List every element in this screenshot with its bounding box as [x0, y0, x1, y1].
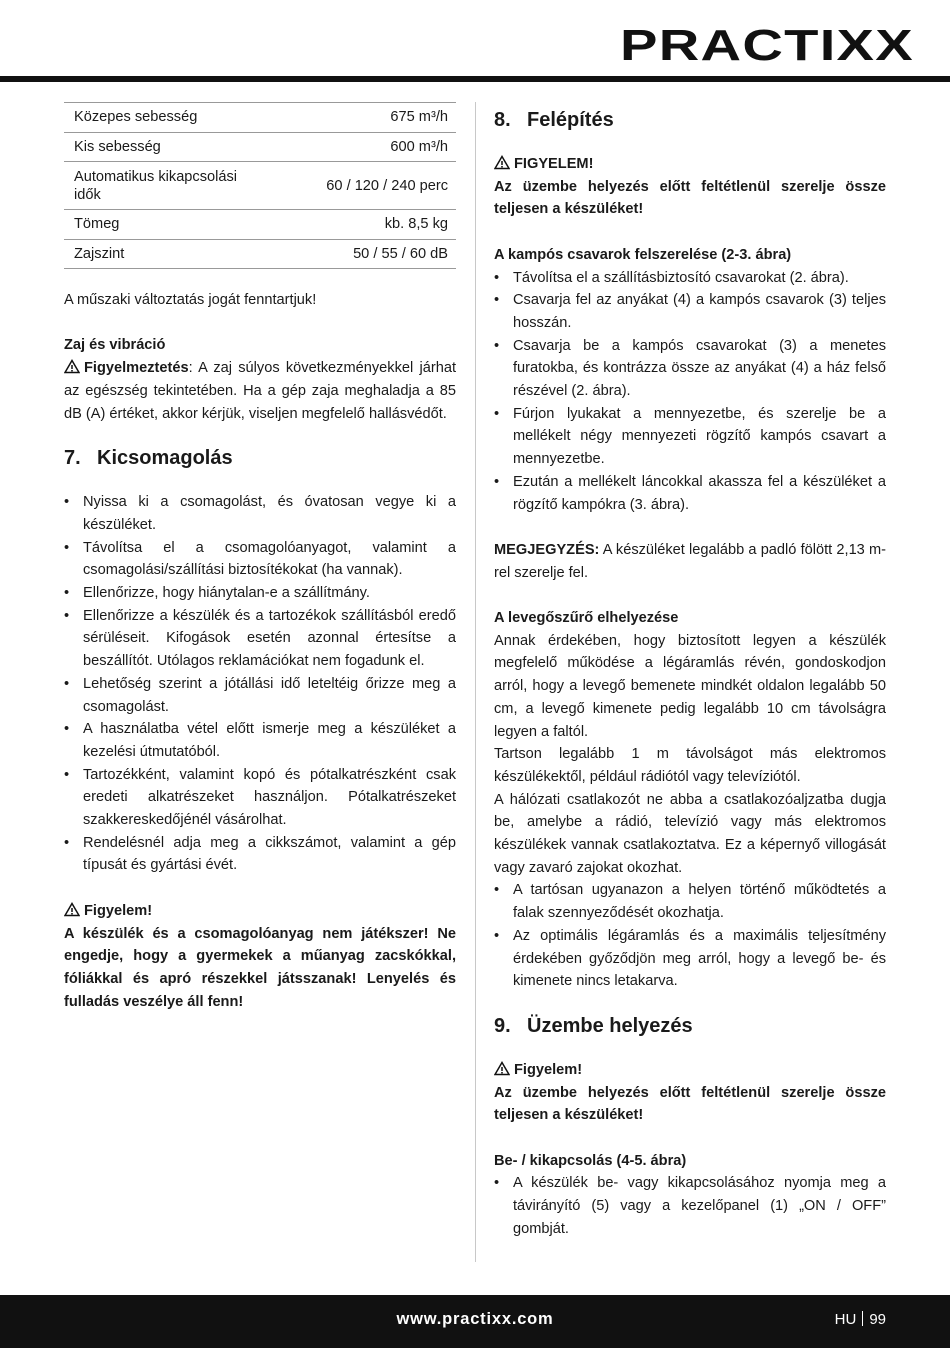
note-label: MEGJEGYZÉS:: [494, 541, 600, 558]
list-item: • A tartósan ugyanazon a helyen történő működtetés a falak szennyeződését okozhatja.: [494, 879, 886, 924]
warning-icon: [64, 902, 80, 917]
filter-paragraph: Annak érdekében, hogy biztosított legyen a készülék megfelelő működése a légáramlás révén, gondoskodjon arról, hogy a levegő bemenete mindkét oldalon legalább 50 cm, a levegő kimenete pedig legalább 10 cm távolságra legyen a faltól.: [494, 632, 886, 740]
section-number: 7.: [64, 447, 81, 470]
filter-list: [494, 879, 886, 993]
spec-value: 60 / 120 / 240 perc: [326, 177, 448, 194]
section-title: Kicsomagolás: [97, 447, 233, 470]
noise-text: : A zaj súlyos következményekkel járhat az egészség tekintetében. Ha a gép zaja meghaladja a 85 dB (A) értéket, akkor kérjük, viseljen megfelelő hallásvédőt.: [64, 360, 456, 422]
list-item: • Nyissa ki a csomagolást, és óvatosan vegye ki a készüléket.: [64, 491, 456, 536]
warning-title: [494, 1059, 886, 1082]
page-indicator: [835, 1309, 886, 1332]
noise-paragraph: [64, 357, 456, 425]
list-item: • Csavarja be a kampós csavarokat (3) a menetes furatokba, és kontrázza össze az anyákat (4) a ház felső részével (2. ábra).: [494, 335, 886, 403]
separator: [862, 1311, 863, 1326]
page-number: 99: [869, 1311, 886, 1328]
section-number: 8.: [494, 109, 511, 131]
table-row: [64, 210, 456, 240]
section-title: Üzembe helyezés: [527, 1014, 693, 1037]
list-item: • Ezután a mellékelt láncokkal akassza fel a készüléket a rögzítő kampókra (3. ábra).: [494, 471, 886, 516]
spec-value: 50 / 55 / 60 dB: [353, 245, 448, 262]
right-column: [494, 102, 886, 1241]
footer-bar: [0, 1295, 950, 1348]
section-9-heading: [494, 1013, 886, 1039]
hooks-list: [494, 267, 886, 517]
practixx-logo: [620, 14, 916, 78]
language-code: HU: [834, 1311, 857, 1328]
warning-title: [494, 153, 886, 176]
note-paragraph: [494, 539, 886, 584]
list-item: • Fúrjon lyukakat a mennyezetbe, és szerelje be a mellékelt négy mennyezeti rögzítő kampós csavart a mennyezetbe.: [494, 403, 886, 471]
logo-wordmark: PRACTIXX: [620, 21, 914, 70]
table-row: [64, 239, 456, 269]
spec-label: Automatikus kikapcsolási idők: [74, 168, 238, 203]
hooks-heading: A kampós csavarok felszerelése (2-3. ábra): [494, 246, 792, 263]
warning-title-text: FIGYELEM!: [514, 156, 594, 172]
list-item: • Ellenőrizze, hogy hiánytalan-e a szállítmány.: [64, 582, 456, 605]
column-divider: [475, 102, 476, 1262]
list-item: • Ellenőrizze a készülék és a tartozékok szállításból eredő sérüléseit. Kifogások esetén azonnal értesítse a beszállítót. Utólagos reklamációkat nem fogadunk el.: [64, 605, 456, 673]
warning-text: Az üzembe helyezés előtt feltétlenül szerelje össze teljesen a készüléket!: [494, 178, 886, 218]
spec-value: kb. 8,5 kg: [384, 216, 448, 233]
filter-paragraph: A hálózati csatlakozót ne abba a csatlakozóaljzatba dugja be, amelybe a rádió, televízió vagy más elektromos készülékek vannak csatlakoztatva. Ez a képernyő villogását vagy zavaró zajokat okozhat.: [494, 791, 886, 876]
list-item: • Távolítsa el a szállításbiztosító csavarokat (2. ábra).: [494, 267, 886, 290]
header-rule: [0, 76, 950, 82]
onoff-list: [494, 1172, 886, 1240]
list-item: • Távolítsa el a csomagolóanyagot, valamint a csomagolási/szállítási biztosítékokat (ha vannak).: [64, 537, 456, 582]
tech-change-note: A műszaki változtatás jogát fenntartjuk!: [64, 292, 317, 308]
table-row: [64, 162, 456, 210]
section-8-heading: [494, 107, 886, 133]
warning-text: Az üzembe helyezés előtt feltétlenül szerelje össze teljesen a készüléket!: [494, 1084, 886, 1124]
list-item: • Rendelésnél adja meg a cikkszámot, valamint a gép típusát és gyártási évét.: [64, 832, 456, 877]
warning-title: [64, 900, 456, 923]
warning-title-text: Figyelem!: [514, 1061, 583, 1078]
left-column: [64, 102, 456, 1013]
list-item: • A használatba vétel előtt ismerje meg a készüléket a kezelési útmutatóból.: [64, 718, 456, 763]
note-text: A készüléket legalább a padló fölött 2,13 m-rel szerelje fel.: [494, 541, 886, 581]
warning-icon: [64, 359, 80, 374]
table-row: [64, 132, 456, 162]
section-number: 9.: [494, 1014, 511, 1037]
list-item: • Tartozékként, valamint kopó és pótalkatrészként csak eredeti alkatrészeket használjon. Pótalkatrészeket szakkereskedőjénél vásárolhat.: [64, 764, 456, 832]
section-title: Felépítés: [527, 109, 614, 131]
section-7-heading: [64, 445, 456, 471]
spec-label: Közepes sebesség: [74, 109, 198, 126]
spec-value: 675 m³/h: [390, 109, 448, 126]
spec-value: 600 m³/h: [390, 138, 448, 155]
warning-icon: [494, 1061, 510, 1076]
warning-label: Figyelmeztetés: [84, 360, 189, 377]
warning-icon: [494, 155, 510, 170]
list-item: • Csavarja fel az anyákat (4) a kampós csavarok (3) teljes hosszán.: [494, 289, 886, 334]
list-item: • A készülék be- vagy kikapcsolásához nyomja meg a távirányító (5) vagy a kezelőpanel (1) „ON / OFF” gombját.: [494, 1172, 886, 1240]
warning-text: A készülék és a csomagolóanyag nem játékszer! Ne engedje, hogy a gyermekek a műanyag zacskókkal, fóliákkal és apró részekkel játsszanak! Lenyelés és fulladás veszélye áll fenn!: [64, 925, 456, 1010]
filter-paragraph: Tartson legalább 1 m távolságot más elektromos készülékektől, például rádiótól vagy televíziótól.: [494, 746, 886, 785]
spec-label: Zajszint: [74, 245, 125, 262]
list-item: • Lehetőség szerint a jótállási idő leteltéig őrizze meg a csomagolást.: [64, 673, 456, 718]
warning-title-text: Figyelem!: [84, 902, 153, 919]
specs-table: [64, 102, 456, 269]
spec-label: Tömeg: [74, 216, 120, 233]
footer-website-link[interactable]: www.practixx.com: [396, 1310, 554, 1328]
filter-heading: A levegőszűrő elhelyezése: [494, 610, 679, 627]
table-row: [64, 103, 456, 133]
unpacking-list: [64, 491, 456, 877]
spec-label: Kis sebesség: [74, 138, 161, 155]
noise-heading: Zaj és vibráció: [64, 337, 166, 354]
list-item: • Az optimális légáramlás és a maximális teljesítmény érdekében győződjön meg arról, hogy a levegő be- és kimenete nincs letakarva.: [494, 925, 886, 993]
onoff-heading: Be- / kikapcsolás (4-5. ábra): [494, 1152, 687, 1169]
